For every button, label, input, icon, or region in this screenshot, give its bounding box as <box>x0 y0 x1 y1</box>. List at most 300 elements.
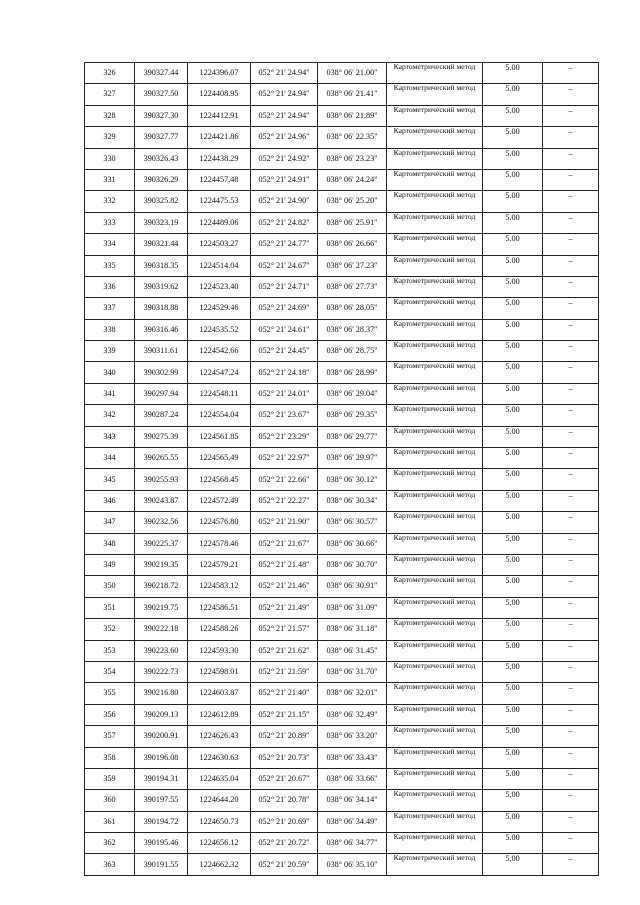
table-row <box>85 683 599 704</box>
note-cell: – <box>543 448 599 469</box>
accuracy-cell: 5.00 <box>483 576 543 597</box>
x-coordinate-cell: 390297.94 <box>135 383 188 404</box>
table-row <box>85 597 599 618</box>
y-coordinate-cell: 1224542.66 <box>188 341 251 362</box>
note-cell: – <box>543 191 599 212</box>
table-row <box>85 127 599 148</box>
note-cell: – <box>543 469 599 490</box>
accuracy-cell: 5.00 <box>483 833 543 854</box>
accuracy-cell: 5.00 <box>483 747 543 768</box>
longitude-cell: 038° 06' 31.09" <box>318 597 387 618</box>
point-number-cell: 351 <box>85 597 135 618</box>
latitude-cell: 052° 21' 24.01" <box>251 383 318 404</box>
point-number-cell: 345 <box>85 469 135 490</box>
method-cell: Картометрический метод <box>387 362 483 383</box>
accuracy-cell: 5.00 <box>483 276 543 297</box>
note-cell: – <box>543 576 599 597</box>
x-coordinate-cell: 390326.29 <box>135 169 188 190</box>
point-number-cell: 327 <box>85 84 135 105</box>
accuracy-cell: 5.00 <box>483 234 543 255</box>
longitude-cell: 038° 06' 30.91" <box>318 576 387 597</box>
x-coordinate-cell: 390302.99 <box>135 362 188 383</box>
point-number-cell: 332 <box>85 191 135 212</box>
x-coordinate-cell: 390209.13 <box>135 704 188 725</box>
latitude-cell: 052° 21' 24.92" <box>251 148 318 169</box>
method-cell: Картометрический метод <box>387 191 483 212</box>
method-cell: Картометрический метод <box>387 319 483 340</box>
table-row <box>85 576 599 597</box>
note-cell: – <box>543 84 599 105</box>
y-coordinate-cell: 1224588.26 <box>188 619 251 640</box>
table-body <box>85 63 599 876</box>
latitude-cell: 052° 21' 20.78" <box>251 790 318 811</box>
longitude-cell: 038° 06' 34.77" <box>318 833 387 854</box>
latitude-cell: 052° 21' 20.73" <box>251 747 318 768</box>
note-cell: – <box>543 212 599 233</box>
accuracy-cell: 5.00 <box>483 105 543 126</box>
y-coordinate-cell: 1224579.21 <box>188 554 251 575</box>
latitude-cell: 052° 21' 22.97" <box>251 448 318 469</box>
latitude-cell: 052° 21' 21.90" <box>251 512 318 533</box>
x-coordinate-cell: 390327.50 <box>135 84 188 105</box>
y-coordinate-cell: 1224396.07 <box>188 63 251 84</box>
x-coordinate-cell: 390216.80 <box>135 683 188 704</box>
longitude-cell: 038° 06' 33.43" <box>318 747 387 768</box>
table-row <box>85 512 599 533</box>
table-row <box>85 341 599 362</box>
table-row <box>85 191 599 212</box>
y-coordinate-cell: 1224635.04 <box>188 768 251 789</box>
point-number-cell: 339 <box>85 341 135 362</box>
x-coordinate-cell: 390327.77 <box>135 127 188 148</box>
accuracy-cell: 5.00 <box>483 426 543 447</box>
note-cell: – <box>543 276 599 297</box>
table-row <box>85 640 599 661</box>
x-coordinate-cell: 390200.91 <box>135 726 188 747</box>
y-coordinate-cell: 1224457.48 <box>188 169 251 190</box>
accuracy-cell: 5.00 <box>483 512 543 533</box>
latitude-cell: 052° 21' 21.57" <box>251 619 318 640</box>
x-coordinate-cell: 390194.72 <box>135 811 188 832</box>
note-cell: – <box>543 105 599 126</box>
method-cell: Картометрический метод <box>387 276 483 297</box>
note-cell: – <box>543 426 599 447</box>
latitude-cell: 052° 21' 24.69" <box>251 298 318 319</box>
accuracy-cell: 5.00 <box>483 148 543 169</box>
accuracy-cell: 5.00 <box>483 255 543 276</box>
method-cell: Картометрический метод <box>387 298 483 319</box>
y-coordinate-cell: 1224572.49 <box>188 490 251 511</box>
x-coordinate-cell: 390311.61 <box>135 341 188 362</box>
accuracy-cell: 5.00 <box>483 341 543 362</box>
method-cell: Картометрический метод <box>387 84 483 105</box>
method-cell: Картометрический метод <box>387 683 483 704</box>
x-coordinate-cell: 390275.39 <box>135 426 188 447</box>
y-coordinate-cell: 1224565.49 <box>188 448 251 469</box>
table-row <box>85 234 599 255</box>
y-coordinate-cell: 1224598.01 <box>188 661 251 682</box>
longitude-cell: 038° 06' 23.23" <box>318 148 387 169</box>
method-cell: Картометрический метод <box>387 512 483 533</box>
latitude-cell: 052° 21' 24.61" <box>251 319 318 340</box>
table-row <box>85 63 599 84</box>
x-coordinate-cell: 390219.75 <box>135 597 188 618</box>
point-number-cell: 355 <box>85 683 135 704</box>
latitude-cell: 052° 21' 21.40" <box>251 683 318 704</box>
longitude-cell: 038° 06' 30.57" <box>318 512 387 533</box>
note-cell: – <box>543 661 599 682</box>
longitude-cell: 038° 06' 34.49" <box>318 811 387 832</box>
longitude-cell: 038° 06' 29.77" <box>318 426 387 447</box>
accuracy-cell: 5.00 <box>483 127 543 148</box>
latitude-cell: 052° 21' 22.27" <box>251 490 318 511</box>
point-number-cell: 362 <box>85 833 135 854</box>
latitude-cell: 052° 21' 24.90" <box>251 191 318 212</box>
point-number-cell: 349 <box>85 554 135 575</box>
x-coordinate-cell: 390327.30 <box>135 105 188 126</box>
table-row <box>85 704 599 725</box>
point-number-cell: 328 <box>85 105 135 126</box>
latitude-cell: 052° 21' 21.48" <box>251 554 318 575</box>
x-coordinate-cell: 390265.55 <box>135 448 188 469</box>
longitude-cell: 038° 06' 26.66" <box>318 234 387 255</box>
accuracy-cell: 5.00 <box>483 619 543 640</box>
method-cell: Картометрический метод <box>387 169 483 190</box>
longitude-cell: 038° 06' 21.00" <box>318 63 387 84</box>
method-cell: Картометрический метод <box>387 576 483 597</box>
latitude-cell: 052° 21' 24.91" <box>251 169 318 190</box>
table-row <box>85 383 599 404</box>
table-row <box>85 619 599 640</box>
x-coordinate-cell: 390232.56 <box>135 512 188 533</box>
longitude-cell: 038° 06' 32.01" <box>318 683 387 704</box>
method-cell: Картометрический метод <box>387 704 483 725</box>
note-cell: – <box>543 169 599 190</box>
table-row <box>85 298 599 319</box>
point-number-cell: 354 <box>85 661 135 682</box>
point-number-cell: 356 <box>85 704 135 725</box>
table-row <box>85 833 599 854</box>
accuracy-cell: 5.00 <box>483 640 543 661</box>
longitude-cell: 038° 06' 22.35" <box>318 127 387 148</box>
table-row <box>85 426 599 447</box>
point-number-cell: 335 <box>85 255 135 276</box>
method-cell: Картометрический метод <box>387 619 483 640</box>
method-cell: Картометрический метод <box>387 234 483 255</box>
table-row <box>85 554 599 575</box>
method-cell: Картометрический метод <box>387 341 483 362</box>
note-cell: – <box>543 298 599 319</box>
longitude-cell: 038° 06' 31.45" <box>318 640 387 661</box>
latitude-cell: 052° 21' 21.67" <box>251 533 318 554</box>
method-cell: Картометрический метод <box>387 747 483 768</box>
x-coordinate-cell: 390222.73 <box>135 661 188 682</box>
table-row <box>85 469 599 490</box>
note-cell: – <box>543 255 599 276</box>
table-row <box>85 661 599 682</box>
point-number-cell: 346 <box>85 490 135 511</box>
table-row <box>85 747 599 768</box>
y-coordinate-cell: 1224650.73 <box>188 811 251 832</box>
method-cell: Картометрический метод <box>387 597 483 618</box>
latitude-cell: 052° 21' 24.67" <box>251 255 318 276</box>
table-row <box>85 533 599 554</box>
x-coordinate-cell: 390218.72 <box>135 576 188 597</box>
note-cell: – <box>543 405 599 426</box>
y-coordinate-cell: 1224593.30 <box>188 640 251 661</box>
note-cell: – <box>543 790 599 811</box>
point-number-cell: 340 <box>85 362 135 383</box>
note-cell: – <box>543 597 599 618</box>
y-coordinate-cell: 1224548.11 <box>188 383 251 404</box>
x-coordinate-cell: 390243.87 <box>135 490 188 511</box>
x-coordinate-cell: 390318.88 <box>135 298 188 319</box>
note-cell: – <box>543 341 599 362</box>
accuracy-cell: 5.00 <box>483 63 543 84</box>
note-cell: – <box>543 63 599 84</box>
longitude-cell: 038° 06' 31.18" <box>318 619 387 640</box>
latitude-cell: 052° 21' 21.15" <box>251 704 318 725</box>
note-cell: – <box>543 704 599 725</box>
point-number-cell: 338 <box>85 319 135 340</box>
point-number-cell: 330 <box>85 148 135 169</box>
x-coordinate-cell: 390255.93 <box>135 469 188 490</box>
x-coordinate-cell: 390225.37 <box>135 533 188 554</box>
table-row <box>85 255 599 276</box>
accuracy-cell: 5.00 <box>483 319 543 340</box>
note-cell: – <box>543 854 599 875</box>
accuracy-cell: 5.00 <box>483 298 543 319</box>
y-coordinate-cell: 1224568.45 <box>188 469 251 490</box>
table-row <box>85 84 599 105</box>
accuracy-cell: 5.00 <box>483 683 543 704</box>
longitude-cell: 038° 06' 33.20" <box>318 726 387 747</box>
point-number-cell: 344 <box>85 448 135 469</box>
point-number-cell: 360 <box>85 790 135 811</box>
longitude-cell: 038° 06' 30.12" <box>318 469 387 490</box>
y-coordinate-cell: 1224561.85 <box>188 426 251 447</box>
longitude-cell: 038° 06' 27.73" <box>318 276 387 297</box>
y-coordinate-cell: 1224576.80 <box>188 512 251 533</box>
x-coordinate-cell: 390195.46 <box>135 833 188 854</box>
longitude-cell: 038° 06' 28.75" <box>318 341 387 362</box>
point-number-cell: 337 <box>85 298 135 319</box>
accuracy-cell: 5.00 <box>483 490 543 511</box>
method-cell: Картометрический метод <box>387 790 483 811</box>
longitude-cell: 038° 06' 33.66" <box>318 768 387 789</box>
table-row <box>85 148 599 169</box>
longitude-cell: 038° 06' 29.04" <box>318 383 387 404</box>
y-coordinate-cell: 1224503.27 <box>188 234 251 255</box>
accuracy-cell: 5.00 <box>483 383 543 404</box>
note-cell: – <box>543 640 599 661</box>
y-coordinate-cell: 1224554.04 <box>188 405 251 426</box>
method-cell: Картометрический метод <box>387 448 483 469</box>
longitude-cell: 038° 06' 28.99" <box>318 362 387 383</box>
x-coordinate-cell: 390191.55 <box>135 854 188 875</box>
point-number-cell: 341 <box>85 383 135 404</box>
latitude-cell: 052° 21' 24.82" <box>251 212 318 233</box>
accuracy-cell: 5.00 <box>483 84 543 105</box>
longitude-cell: 038° 06' 35.10" <box>318 854 387 875</box>
table-row <box>85 448 599 469</box>
y-coordinate-cell: 1224438.29 <box>188 148 251 169</box>
accuracy-cell: 5.00 <box>483 212 543 233</box>
longitude-cell: 038° 06' 28.05" <box>318 298 387 319</box>
x-coordinate-cell: 390321.44 <box>135 234 188 255</box>
table-row <box>85 790 599 811</box>
latitude-cell: 052° 21' 24.18" <box>251 362 318 383</box>
note-cell: – <box>543 619 599 640</box>
longitude-cell: 038° 06' 21.89" <box>318 105 387 126</box>
method-cell: Картометрический метод <box>387 105 483 126</box>
latitude-cell: 052° 21' 23.67" <box>251 405 318 426</box>
y-coordinate-cell: 1224626.43 <box>188 726 251 747</box>
accuracy-cell: 5.00 <box>483 597 543 618</box>
latitude-cell: 052° 21' 20.89" <box>251 726 318 747</box>
point-number-cell: 326 <box>85 63 135 84</box>
accuracy-cell: 5.00 <box>483 554 543 575</box>
x-coordinate-cell: 390219.35 <box>135 554 188 575</box>
y-coordinate-cell: 1224662.32 <box>188 854 251 875</box>
x-coordinate-cell: 390223.60 <box>135 640 188 661</box>
method-cell: Картометрический метод <box>387 426 483 447</box>
latitude-cell: 052° 21' 22.66" <box>251 469 318 490</box>
accuracy-cell: 5.00 <box>483 169 543 190</box>
method-cell: Картометрический метод <box>387 640 483 661</box>
accuracy-cell: 5.00 <box>483 726 543 747</box>
table-row <box>85 319 599 340</box>
longitude-cell: 038° 06' 30.34" <box>318 490 387 511</box>
point-number-cell: 347 <box>85 512 135 533</box>
note-cell: – <box>543 747 599 768</box>
y-coordinate-cell: 1224514.04 <box>188 255 251 276</box>
y-coordinate-cell: 1224586.51 <box>188 597 251 618</box>
table-row <box>85 212 599 233</box>
method-cell: Картометрический метод <box>387 811 483 832</box>
x-coordinate-cell: 390194.31 <box>135 768 188 789</box>
x-coordinate-cell: 390326.43 <box>135 148 188 169</box>
method-cell: Картометрический метод <box>387 533 483 554</box>
note-cell: – <box>543 127 599 148</box>
note-cell: – <box>543 362 599 383</box>
table-row <box>85 490 599 511</box>
latitude-cell: 052° 21' 24.45" <box>251 341 318 362</box>
accuracy-cell: 5.00 <box>483 811 543 832</box>
coordinates-table <box>84 62 599 876</box>
y-coordinate-cell: 1224523.40 <box>188 276 251 297</box>
point-number-cell: 331 <box>85 169 135 190</box>
point-number-cell: 342 <box>85 405 135 426</box>
latitude-cell: 052° 21' 20.67" <box>251 768 318 789</box>
point-number-cell: 361 <box>85 811 135 832</box>
method-cell: Картометрический метод <box>387 212 483 233</box>
method-cell: Картометрический метод <box>387 833 483 854</box>
note-cell: – <box>543 512 599 533</box>
note-cell: – <box>543 319 599 340</box>
method-cell: Картометрический метод <box>387 63 483 84</box>
point-number-cell: 336 <box>85 276 135 297</box>
x-coordinate-cell: 390325.82 <box>135 191 188 212</box>
note-cell: – <box>543 234 599 255</box>
latitude-cell: 052° 21' 24.71" <box>251 276 318 297</box>
y-coordinate-cell: 1224489.06 <box>188 212 251 233</box>
table-row <box>85 276 599 297</box>
x-coordinate-cell: 390197.55 <box>135 790 188 811</box>
accuracy-cell: 5.00 <box>483 448 543 469</box>
note-cell: – <box>543 490 599 511</box>
x-coordinate-cell: 390316.46 <box>135 319 188 340</box>
table-row <box>85 768 599 789</box>
method-cell: Картометрический метод <box>387 127 483 148</box>
longitude-cell: 038° 06' 25.91" <box>318 212 387 233</box>
method-cell: Картометрический метод <box>387 854 483 875</box>
x-coordinate-cell: 390323.19 <box>135 212 188 233</box>
x-coordinate-cell: 390327.44 <box>135 63 188 84</box>
y-coordinate-cell: 1224644.20 <box>188 790 251 811</box>
latitude-cell: 052° 21' 21.49" <box>251 597 318 618</box>
note-cell: – <box>543 833 599 854</box>
y-coordinate-cell: 1224612.89 <box>188 704 251 725</box>
point-number-cell: 358 <box>85 747 135 768</box>
longitude-cell: 038° 06' 28.37" <box>318 319 387 340</box>
y-coordinate-cell: 1224408.95 <box>188 84 251 105</box>
note-cell: – <box>543 533 599 554</box>
y-coordinate-cell: 1224630.63 <box>188 747 251 768</box>
note-cell: – <box>543 726 599 747</box>
point-number-cell: 363 <box>85 854 135 875</box>
longitude-cell: 038° 06' 24.24" <box>318 169 387 190</box>
accuracy-cell: 5.00 <box>483 854 543 875</box>
longitude-cell: 038° 06' 31.70" <box>318 661 387 682</box>
longitude-cell: 038° 06' 30.66" <box>318 533 387 554</box>
x-coordinate-cell: 390287.24 <box>135 405 188 426</box>
point-number-cell: 334 <box>85 234 135 255</box>
accuracy-cell: 5.00 <box>483 704 543 725</box>
latitude-cell: 052° 21' 21.62" <box>251 640 318 661</box>
accuracy-cell: 5.00 <box>483 191 543 212</box>
accuracy-cell: 5.00 <box>483 533 543 554</box>
x-coordinate-cell: 390222.18 <box>135 619 188 640</box>
table-row <box>85 726 599 747</box>
y-coordinate-cell: 1224583.12 <box>188 576 251 597</box>
longitude-cell: 038° 06' 32.49" <box>318 704 387 725</box>
point-number-cell: 343 <box>85 426 135 447</box>
method-cell: Картометрический метод <box>387 383 483 404</box>
latitude-cell: 052° 21' 21.59" <box>251 661 318 682</box>
y-coordinate-cell: 1224656.12 <box>188 833 251 854</box>
y-coordinate-cell: 1224475.53 <box>188 191 251 212</box>
latitude-cell: 052° 21' 24.96" <box>251 127 318 148</box>
table-row <box>85 169 599 190</box>
point-number-cell: 359 <box>85 768 135 789</box>
latitude-cell: 052° 21' 20.72" <box>251 833 318 854</box>
latitude-cell: 052° 21' 21.46" <box>251 576 318 597</box>
point-number-cell: 348 <box>85 533 135 554</box>
x-coordinate-cell: 390196.08 <box>135 747 188 768</box>
latitude-cell: 052° 21' 24.94" <box>251 105 318 126</box>
note-cell: – <box>543 148 599 169</box>
note-cell: – <box>543 768 599 789</box>
accuracy-cell: 5.00 <box>483 661 543 682</box>
method-cell: Картометрический метод <box>387 469 483 490</box>
latitude-cell: 052° 21' 24.77" <box>251 234 318 255</box>
method-cell: Картометрический метод <box>387 405 483 426</box>
accuracy-cell: 5.00 <box>483 768 543 789</box>
latitude-cell: 052° 21' 20.69" <box>251 811 318 832</box>
accuracy-cell: 5.00 <box>483 362 543 383</box>
note-cell: – <box>543 683 599 704</box>
